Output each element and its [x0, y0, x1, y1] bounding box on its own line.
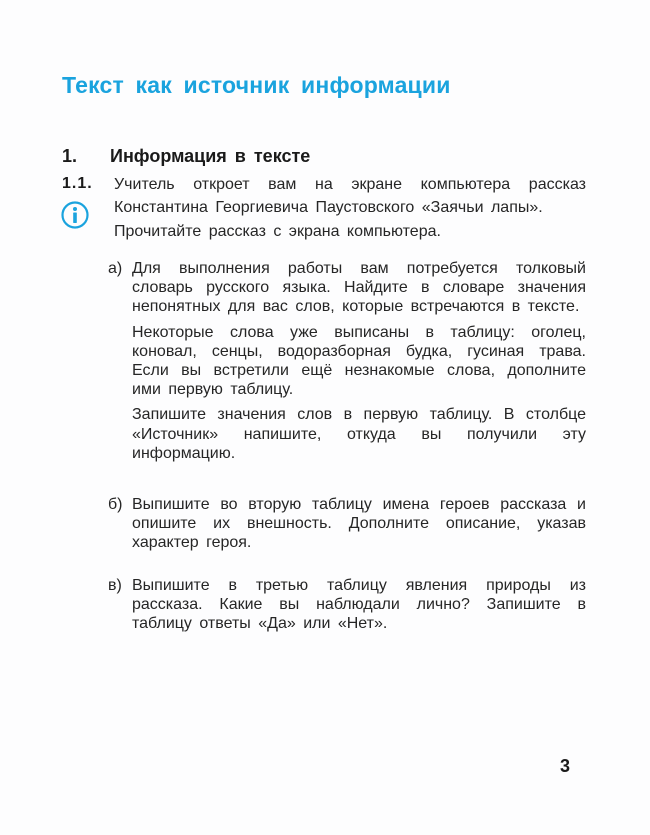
section-heading-text: Информация в тексте	[110, 146, 311, 166]
section-number: 1.	[62, 146, 78, 166]
sub-item-paragraph: Выпишите во вторую таблицу имена героев рассказа и опишите их внешность. Дополните описание, указав характер героя.	[132, 496, 586, 552]
sub-item-a	[108, 259, 586, 469]
sub-item-c	[108, 576, 586, 640]
sub-item-paragraph: Выпишите в третью таблицу явления природы из рассказа. Какие вы наблюдали лично? Запишите в таблицу ответы «Да» или «Нет».	[132, 577, 586, 633]
page-number: 3	[560, 756, 571, 776]
task-line: Константина Георгиевича Паустовского «Заячьи лапы».	[114, 199, 543, 216]
page-title: Текст как источник информации	[62, 72, 451, 98]
sub-item-paragraph: Запишите значения слов в первую таблицу. В столбце «Источник» напишите, откуда вы получили эту информацию.	[132, 406, 586, 462]
info-icon	[61, 201, 89, 229]
sub-item-marker: б)	[108, 496, 123, 513]
task-number: 1.1.	[62, 175, 93, 192]
section-heading	[62, 146, 310, 167]
sub-item-b	[108, 495, 586, 559]
task-line: Учитель откроет вам на экране компьютера рассказ	[114, 176, 586, 193]
task-line: Прочитайте рассказ с экрана компьютера.	[114, 223, 441, 240]
sub-item-marker: в)	[108, 577, 122, 594]
sub-item-paragraph: Для выполнения работы вам потребуется толковый словарь русского языка. Найдите в словаре значения непонятных для вас слов, которые встречаются в тексте.	[132, 260, 586, 316]
task-text	[114, 175, 586, 241]
sub-item-paragraph: Некоторые слова уже выписаны в таблицу: оголец, коновал, сенцы, водоразборная будка, гусиная трава. Если вы встретили ещё незнакомые слова, дополните ими первую таблицу.	[132, 323, 586, 399]
sub-item-marker: а)	[108, 260, 123, 277]
